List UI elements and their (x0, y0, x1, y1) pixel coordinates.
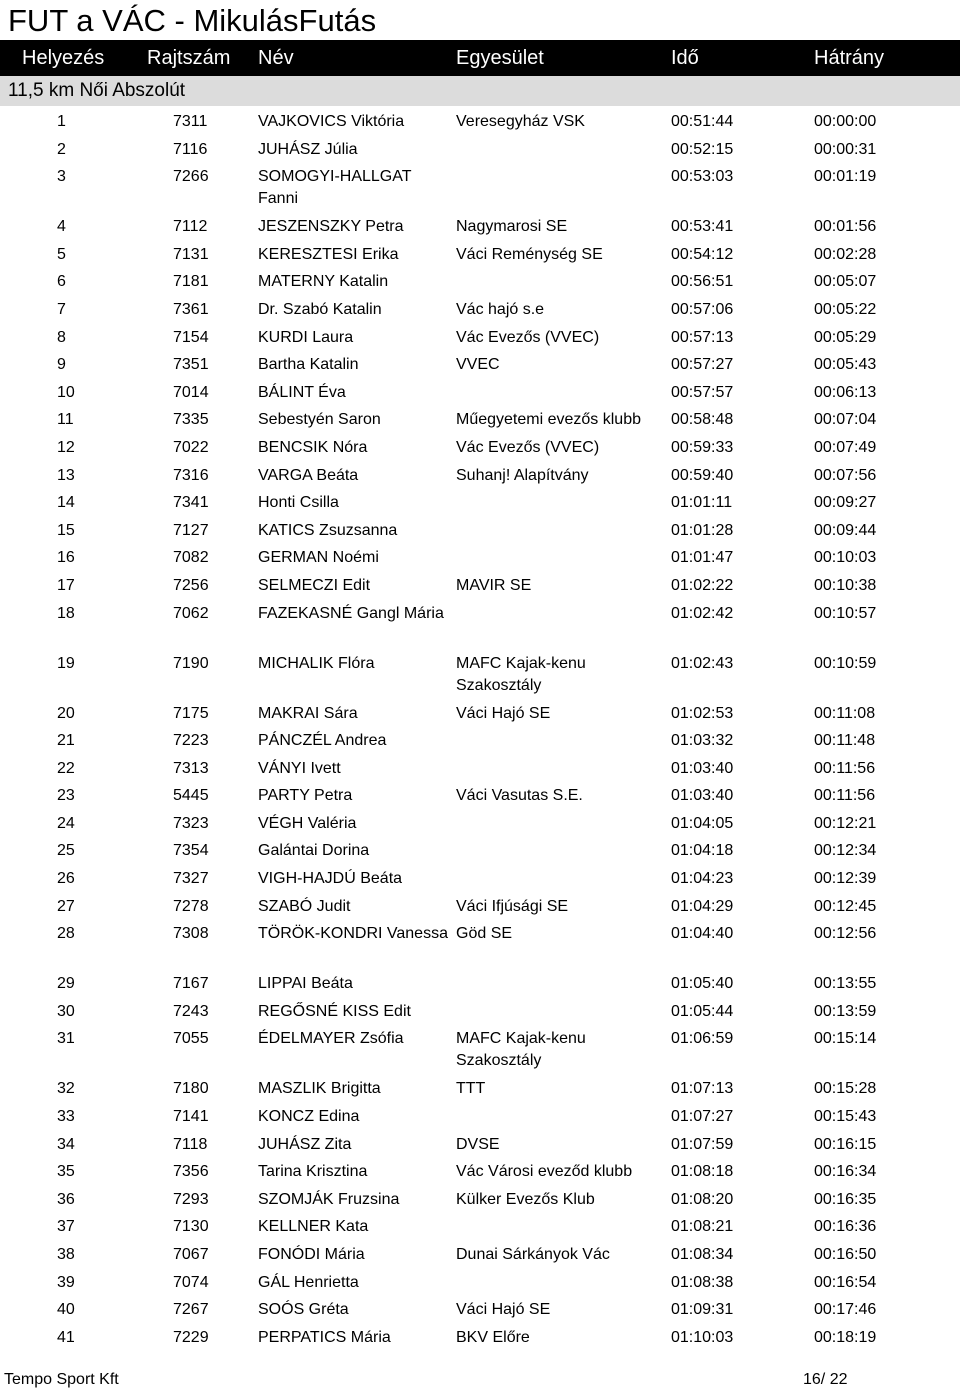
result-name: MICHALIK Flóra (258, 654, 375, 672)
result-time: 01:08:21 (671, 1218, 734, 1236)
result-club: MAFC Kajak-kenu Szakosztály (456, 654, 586, 694)
result-gap: 00:15:43 (814, 1108, 877, 1126)
result-gap: 00:02:28 (814, 245, 877, 263)
result-club: Suhanj! Alapítvány (456, 466, 589, 484)
result-position: 8 (57, 328, 66, 346)
result-position: 23 (57, 787, 75, 805)
result-position: 38 (57, 1246, 75, 1263)
result-name: GERMAN Noémi (258, 549, 379, 567)
result-bib: 7313 (173, 759, 209, 777)
table-row (0, 1106, 960, 1134)
result-gap: 00:15:28 (814, 1080, 877, 1098)
result-gap: 00:10:38 (814, 576, 877, 594)
result-time: 01:04:05 (671, 814, 734, 832)
result-position: 18 (57, 604, 75, 622)
column-header-club: Egyesület (456, 47, 544, 69)
result-gap: 00:10:03 (814, 549, 877, 567)
result-club: DVSE (456, 1135, 500, 1153)
result-position: 33 (57, 1108, 75, 1126)
column-header-position: Helyezés (22, 47, 105, 69)
result-bib: 7180 (173, 1080, 209, 1098)
result-time: 01:03:40 (671, 759, 734, 777)
result-bib: 7116 (173, 140, 208, 158)
result-name: SZABÓ Judit (258, 897, 351, 915)
result-position: 28 (57, 925, 75, 943)
result-club: Dunai Sárkányok Vác (456, 1246, 610, 1263)
result-bib: 7062 (173, 604, 209, 622)
result-bib: 7074 (173, 1273, 209, 1291)
result-gap: 00:01:56 (814, 218, 877, 236)
table-row (0, 813, 960, 841)
table-row (0, 437, 960, 465)
result-bib: 7167 (173, 975, 209, 993)
result-position: 29 (57, 975, 75, 993)
result-bib: 7335 (173, 411, 209, 429)
table-row (0, 354, 960, 382)
table-row (0, 1272, 960, 1300)
result-name: SOÓS Gréta (258, 1301, 349, 1319)
result-time: 01:07:27 (671, 1108, 734, 1126)
result-time: 01:06:59 (671, 1030, 734, 1048)
result-position: 12 (57, 438, 75, 456)
result-time: 01:07:13 (671, 1080, 734, 1098)
result-name: FAZEKASNÉ Gangl Mária (258, 604, 444, 622)
result-club: Göd SE (456, 925, 513, 943)
result-position: 35 (57, 1163, 75, 1181)
result-name: VÉGH Valéria (258, 814, 357, 832)
result-name: PERPATICS Mária (258, 1328, 391, 1346)
table-row (0, 758, 960, 786)
result-gap: 00:13:55 (814, 975, 877, 993)
result-bib: 7354 (173, 842, 209, 860)
result-position: 1 (57, 113, 66, 130)
result-time: 00:54:12 (671, 245, 734, 263)
result-time: 01:01:47 (671, 549, 734, 567)
result-gap: 00:16:36 (814, 1218, 877, 1236)
result-time: 01:05:40 (671, 975, 734, 993)
result-position: 26 (57, 870, 75, 888)
table-row (0, 1327, 960, 1355)
result-name: KURDI Laura (258, 328, 354, 346)
table-row (0, 139, 960, 167)
result-position: 22 (57, 759, 75, 777)
result-position: 37 (57, 1218, 75, 1236)
result-bib: 7256 (173, 576, 209, 594)
result-club: MAFC Kajak-kenu Szakosztály (456, 1030, 586, 1070)
category-title: 11,5 km Női Abszolút (8, 80, 186, 101)
result-club: Váci Reménység SE (456, 245, 603, 263)
table-row (0, 730, 960, 758)
result-position: 25 (57, 842, 75, 860)
column-header-name: Név (258, 47, 294, 69)
result-club: Váci Hajó SE (456, 1301, 551, 1319)
result-position: 5 (57, 245, 66, 263)
result-bib: 7190 (173, 654, 209, 672)
result-gap: 00:05:07 (814, 273, 877, 291)
result-gap: 00:11:08 (814, 704, 876, 722)
result-bib: 7351 (173, 356, 209, 374)
result-position: 30 (57, 1002, 75, 1020)
result-club: Veresegyház VSK (456, 113, 585, 130)
result-club: VVEC (456, 356, 500, 374)
result-time: 01:04:23 (671, 870, 734, 888)
table-row (0, 271, 960, 299)
table-row (0, 1134, 960, 1162)
result-time: 00:57:27 (671, 356, 734, 374)
result-gap: 00:12:39 (814, 870, 877, 888)
result-bib: 7316 (173, 466, 209, 484)
table-row (0, 923, 960, 973)
result-time: 01:05:44 (671, 1002, 734, 1020)
column-header-gap: Hátrány (814, 47, 885, 69)
result-bib: 7311 (173, 113, 208, 130)
result-gap: 00:05:29 (814, 328, 877, 346)
result-time: 01:02:53 (671, 704, 734, 722)
result-name: KATICS Zsuzsanna (258, 521, 398, 539)
column-header-time: Idő (671, 47, 699, 69)
result-gap: 00:11:56 (814, 759, 876, 777)
result-bib: 7141 (173, 1108, 209, 1126)
result-bib: 7118 (173, 1135, 208, 1153)
table-row (0, 896, 960, 924)
result-gap: 00:10:57 (814, 604, 877, 622)
result-name: Tarina Krisztina (258, 1163, 368, 1181)
result-time: 01:09:31 (671, 1301, 734, 1319)
result-position: 11 (57, 411, 74, 429)
result-name: KERESZTESI Erika (258, 245, 399, 263)
result-club: TTT (456, 1080, 486, 1098)
result-gap: 00:07:49 (814, 438, 877, 456)
result-position: 31 (57, 1030, 75, 1048)
result-gap: 00:11:56 (814, 787, 876, 805)
result-bib: 7130 (173, 1218, 209, 1236)
result-position: 21 (57, 732, 75, 750)
result-gap: 00:12:34 (814, 842, 877, 860)
table-row (0, 1299, 960, 1327)
result-bib: 7112 (173, 218, 208, 236)
table-row (0, 465, 960, 493)
results-table (0, 111, 960, 1354)
result-gap: 00:01:19 (814, 168, 877, 186)
table-row (0, 244, 960, 272)
column-header-bar (0, 40, 960, 76)
result-bib: 7266 (173, 168, 209, 186)
table-row (0, 703, 960, 731)
result-bib: 7278 (173, 897, 209, 915)
result-gap: 00:05:43 (814, 356, 877, 374)
result-gap: 00:12:56 (814, 925, 877, 943)
result-name: PARTY Petra (258, 787, 353, 805)
result-gap: 00:06:13 (814, 383, 877, 401)
result-club: Vác Evezős (VVEC) (456, 438, 600, 456)
result-gap: 00:11:48 (814, 732, 876, 750)
result-club: Vác hajó s.e (456, 300, 545, 318)
footer-company: Tempo Sport Kft (4, 1371, 119, 1388)
result-name: PÁNCZÉL Andrea (258, 732, 387, 750)
result-name: KONCZ Edina (258, 1108, 360, 1126)
table-row (0, 575, 960, 603)
table-row (0, 166, 960, 216)
result-gap: 00:00:00 (814, 113, 877, 130)
result-name: BENCSIK Nóra (258, 438, 368, 456)
result-time: 01:02:43 (671, 654, 734, 672)
result-time: 00:56:51 (671, 273, 734, 291)
result-gap: 00:16:35 (814, 1190, 877, 1208)
result-position: 19 (57, 654, 75, 672)
result-bib: 7327 (173, 870, 209, 888)
table-row (0, 868, 960, 896)
result-bib: 7223 (173, 732, 209, 750)
result-time: 00:53:41 (671, 218, 734, 236)
result-name: MATERNY Katalin (258, 273, 389, 291)
result-bib: 7055 (173, 1030, 209, 1048)
result-time: 01:01:28 (671, 521, 734, 539)
result-name: VAJKOVICS Viktória (258, 113, 405, 130)
result-bib: 7308 (173, 925, 209, 943)
result-time: 00:59:33 (671, 438, 734, 456)
result-name: VÁNYI Ivett (258, 759, 341, 777)
result-gap: 00:18:19 (814, 1328, 877, 1346)
result-bib: 7014 (173, 383, 209, 401)
result-bib: 7267 (173, 1301, 209, 1319)
table-row (0, 1161, 960, 1189)
result-time: 00:59:40 (671, 466, 734, 484)
result-gap: 00:16:34 (814, 1163, 877, 1181)
table-row (0, 1078, 960, 1106)
result-time: 01:08:18 (671, 1163, 734, 1181)
result-bib: 7067 (173, 1246, 209, 1263)
result-name: Sebestyén Saron (258, 411, 381, 429)
result-time: 01:03:32 (671, 732, 734, 750)
result-position: 34 (57, 1135, 75, 1153)
result-name: ÉDELMAYER Zsófia (258, 1030, 404, 1048)
result-bib: 5445 (173, 787, 209, 805)
result-name: VARGA Beáta (258, 466, 359, 484)
table-row (0, 111, 960, 139)
result-bib: 7131 (173, 245, 209, 263)
result-time: 00:57:13 (671, 328, 734, 346)
result-name: REGŐSNÉ KISS Edit (258, 1002, 411, 1020)
result-name: SELMECZI Edit (258, 576, 371, 594)
result-position: 4 (57, 218, 66, 236)
page-title: FUT a VÁC - MikulásFutás (8, 3, 377, 38)
result-position: 14 (57, 494, 75, 512)
table-row (0, 1244, 960, 1272)
footer-page-number: 16/ 22 (803, 1371, 848, 1388)
result-club: MAVIR SE (456, 576, 532, 594)
result-time: 01:04:40 (671, 925, 734, 943)
result-gap: 00:16:54 (814, 1273, 877, 1291)
result-name: MAKRAI Sára (258, 704, 358, 722)
table-row (0, 327, 960, 355)
result-gap: 00:12:21 (814, 814, 877, 832)
table-row (0, 653, 960, 703)
table-row (0, 547, 960, 575)
result-name: Dr. Szabó Katalin (258, 300, 382, 318)
result-name: Galántai Dorina (258, 842, 370, 860)
result-name: BÁLINT Éva (258, 383, 346, 401)
table-row (0, 409, 960, 437)
result-position: 40 (57, 1301, 75, 1319)
result-club: Váci Hajó SE (456, 704, 551, 722)
result-position: 3 (57, 168, 66, 186)
result-bib: 7127 (173, 521, 209, 539)
result-time: 01:02:42 (671, 604, 734, 622)
result-gap: 00:13:59 (814, 1002, 877, 1020)
result-gap: 00:09:27 (814, 494, 877, 512)
result-time: 01:04:29 (671, 897, 734, 915)
result-bib: 7323 (173, 814, 209, 832)
result-name: LIPPAI Beáta (258, 975, 353, 993)
result-position: 16 (57, 549, 75, 567)
result-name: KELLNER Kata (258, 1218, 369, 1236)
result-name: SZOMJÁK Fruzsina (258, 1190, 400, 1208)
result-name: VIGH-HAJDÚ Beáta (258, 870, 403, 888)
result-club: Műegyetemi evezős klubb (456, 411, 641, 429)
result-club: Nagymarosi SE (456, 218, 568, 236)
result-club: Külker Evezős Klub (456, 1190, 595, 1208)
result-position: 24 (57, 814, 75, 832)
table-row (0, 603, 960, 653)
result-name: TÖRÖK-KONDRI Vanessa (258, 925, 448, 943)
result-club: Váci Vasutas S.E. (456, 787, 583, 805)
result-bib: 7356 (173, 1163, 209, 1181)
table-row (0, 520, 960, 548)
result-time: 01:08:34 (671, 1246, 734, 1263)
result-position: 13 (57, 466, 75, 484)
result-time: 01:08:20 (671, 1190, 734, 1208)
table-row (0, 973, 960, 1001)
result-position: 7 (57, 300, 66, 318)
table-row (0, 299, 960, 327)
result-club: Vác Evezős (VVEC) (456, 328, 600, 346)
category-bar (0, 76, 960, 106)
result-position: 2 (57, 140, 66, 158)
result-name: MASZLIK Brigitta (258, 1080, 381, 1098)
result-bib: 7181 (173, 273, 209, 291)
table-row (0, 492, 960, 520)
result-position: 17 (57, 576, 75, 594)
result-time: 01:10:03 (671, 1328, 734, 1346)
result-time: 00:51:44 (671, 113, 734, 130)
table-row (0, 785, 960, 813)
result-gap: 00:17:46 (814, 1301, 877, 1319)
result-club: Váci Ifjúsági SE (456, 897, 569, 915)
result-name: SOMOGYI-HALLGAT Fanni (258, 168, 412, 208)
result-time: 01:04:18 (671, 842, 734, 860)
result-club: Vác Városi eveződ klubb (456, 1163, 633, 1181)
result-time: 00:52:15 (671, 140, 734, 158)
result-gap: 00:12:45 (814, 897, 877, 915)
result-position: 9 (57, 356, 66, 374)
result-gap: 00:07:04 (814, 411, 877, 429)
result-time: 01:07:59 (671, 1135, 734, 1153)
result-position: 6 (57, 273, 66, 291)
result-gap: 00:05:22 (814, 300, 877, 318)
result-bib: 7361 (173, 300, 209, 318)
result-gap: 00:15:14 (814, 1030, 877, 1048)
result-bib: 7082 (173, 549, 209, 567)
result-gap: 00:07:56 (814, 466, 877, 484)
result-name: FONÓDI Mária (258, 1246, 365, 1263)
table-row (0, 216, 960, 244)
result-gap: 00:16:15 (814, 1135, 877, 1153)
table-row (0, 1216, 960, 1244)
result-club: BKV Előre (456, 1328, 530, 1346)
result-gap: 00:16:50 (814, 1246, 877, 1263)
result-name: JUHÁSZ Zita (258, 1135, 352, 1153)
result-bib: 7341 (173, 494, 209, 512)
result-time: 01:02:22 (671, 576, 734, 594)
result-bib: 7243 (173, 1002, 209, 1020)
result-bib: 7293 (173, 1190, 209, 1208)
result-time: 01:08:38 (671, 1273, 734, 1291)
result-bib: 7022 (173, 438, 209, 456)
table-row (0, 1001, 960, 1029)
result-time: 01:01:11 (671, 494, 733, 512)
result-time: 00:53:03 (671, 168, 734, 186)
result-position: 39 (57, 1273, 75, 1291)
result-bib: 7229 (173, 1328, 209, 1346)
result-name: GÁL Henrietta (258, 1273, 359, 1291)
table-row (0, 1189, 960, 1217)
result-name: JUHÁSZ Júlia (258, 140, 358, 158)
column-header-bib: Rajtszám (147, 47, 231, 69)
result-bib: 7175 (173, 704, 209, 722)
result-position: 36 (57, 1190, 75, 1208)
result-name: JESZENSZKY Petra (258, 218, 404, 236)
result-time: 00:58:48 (671, 411, 734, 429)
result-position: 20 (57, 704, 75, 722)
result-gap: 00:10:59 (814, 654, 877, 672)
result-bib: 7154 (173, 328, 209, 346)
table-row (0, 840, 960, 868)
table-row (0, 1028, 960, 1078)
result-time: 01:03:40 (671, 787, 734, 805)
result-position: 15 (57, 521, 75, 539)
result-time: 00:57:57 (671, 383, 734, 401)
result-time: 00:57:06 (671, 300, 734, 318)
result-gap: 00:00:31 (814, 140, 877, 158)
result-gap: 00:09:44 (814, 521, 877, 539)
result-position: 41 (57, 1328, 75, 1346)
result-name: Bartha Katalin (258, 356, 359, 374)
result-position: 27 (57, 897, 75, 915)
result-name: Honti Csilla (258, 494, 339, 512)
table-row (0, 382, 960, 410)
result-position: 10 (57, 383, 75, 401)
result-position: 32 (57, 1080, 75, 1098)
